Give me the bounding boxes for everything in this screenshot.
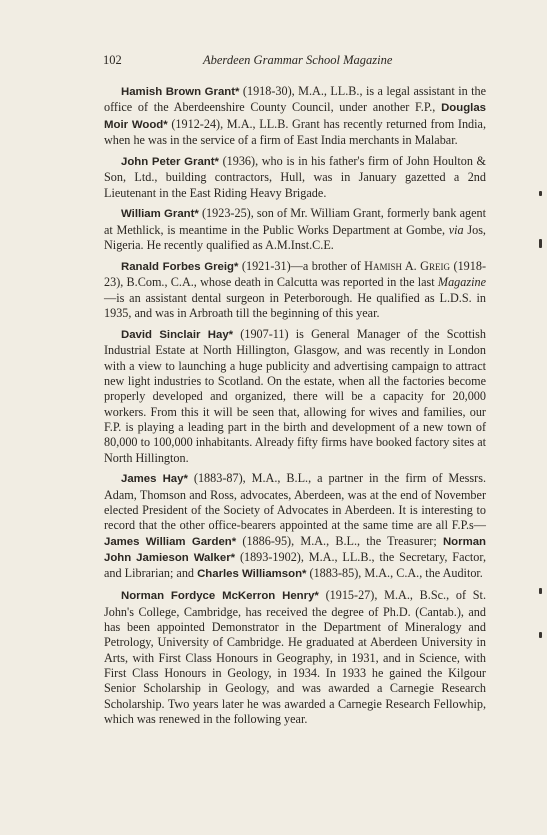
paragraph-text: (1923-25), son of Mr. William Grant, formerly bank agent at Methlick, is meantime in the Public Works Department at Gombe, — [104, 206, 486, 237]
paragraph-ranald-greig — [104, 259, 486, 321]
margin-mark — [539, 239, 542, 248]
paragraph-norman-henry — [104, 588, 486, 727]
margin-mark — [539, 632, 542, 638]
margin-mark — [539, 588, 542, 594]
margin-mark — [539, 191, 542, 196]
paragraph-text: (1886-95), M.A., B.L., the Treasurer; — [236, 533, 443, 548]
person-name: David Sinclair Hay* — [121, 328, 234, 341]
paragraph-text: (1893-1902), M.A., LL.B., the Secretary, Factor, and Librarian; and — [104, 550, 486, 581]
paragraph-text: (1883-87), M.A., B.L., a partner in the firm of Messrs. Adam, Thomson and Ross, advocates, Aberdeen, was at the end of November elected President of the Society of Advocates in Aberdeen. It is interesting to record that the other office-bearers appointed at the same time are all F.P.s— — [104, 471, 487, 533]
paragraph-text: (1915-27), M.A., B.Sc., of St. John's College, Cambridge, has received the degree of Ph.D. (Cantab.), and has been appointed Demonstrator in the Department of Mineralogy and Petrology, University of Cambridge. He graduated at Aberdeen University in Arts, with First Class Honours in Geography, in 1931, and in Science, with First Class Honours in Geology, in 1934. In 1933 he gained the Kilgour Senior Scholarship in Geology, and was awarded a Carnegie Research Scholarship. Two years later he was awarded a Carnegie Research Fellowhip, which was renewed in the following year. — [104, 588, 486, 727]
italic-word: via — [448, 222, 464, 237]
paragraph-text: Jos, Nigeria. He recently qualified as A.M.Inst.C.E. — [104, 222, 486, 253]
person-name: Douglas Moir Wood* — [104, 102, 486, 131]
paragraph-text: —is an assistant dental surgeon in Peterborough. He qualified as L.D.S. in 1935, and was in Arbroath till the beginning of this year. — [104, 290, 486, 320]
page-number: 102 — [103, 53, 122, 67]
small-caps-name: Hamish A. Greig — [364, 258, 450, 273]
person-name: John Peter Grant* — [121, 155, 219, 168]
person-name: William Grant* — [121, 208, 199, 221]
person-name: Hamish Brown Grant* — [121, 86, 240, 98]
paragraph-text: (1921-31)—a brother of — [238, 258, 365, 273]
paragraph-text: (1918-23), B.Com., C.A., whose death in Calcutta was reported in the last — [104, 258, 487, 290]
running-title: Aberdeen Grammar School Magazine — [203, 53, 393, 67]
paragraph-hamish-grant — [104, 84, 486, 148]
paragraph-text: (1936), who is in his father's firm of John Houlton & Son, Ltd., building contractors, Hull, was in January gazetted a 2nd Lieutenant in the East Riding Heavy Brigade. — [104, 153, 487, 200]
paragraph-william-grant — [104, 206, 486, 253]
person-name: Charles Williamson* — [197, 568, 307, 581]
person-name: James William Garden* — [104, 535, 237, 548]
paragraph-text: (1883-85), M.A., C.A., the Auditor. — [306, 566, 483, 581]
paragraph-text: (1912-24), M.A., LL.B. Grant has recently returned from India, when he was in the service of a firm of East India merchants in Malabar. — [104, 116, 486, 148]
paragraph-james-hay — [104, 471, 486, 582]
magazine-title: Magazine — [437, 275, 486, 290]
person-name: Ranald Forbes Greig* — [121, 260, 239, 273]
person-name: Norman John Jamieson Walker* — [104, 535, 486, 565]
paragraph-text: (1918-30), M.A., LL.B., is a legal assistant in the office of the Aberdeenshire County Council, under another F.P., — [104, 84, 486, 115]
person-name: James Hay* — [121, 473, 188, 486]
article-body — [104, 84, 486, 733]
paragraph-david-hay — [104, 327, 486, 466]
paragraph-text: (1907-11) is General Manager of the Scottish Industrial Estate at North Hillington, Glasgow, and was recently in London with a view to launching a huge publicity and advertising campaign to attract new light industries to Scotland. On the estate, when all the factories become properly developed and organized, there will be a capacity for 20,000 workers. From this it will be seen that, allowing for wives and families, our F.P. is playing a leading part in the birth and development of a new town of 80,000 to 100,000 inhabitants. Already fifty firms have booked factory sites at North Hillington. — [104, 326, 486, 465]
person-name: Norman Fordyce McKerron Henry* — [121, 590, 319, 603]
paragraph-john-grant — [104, 154, 486, 201]
